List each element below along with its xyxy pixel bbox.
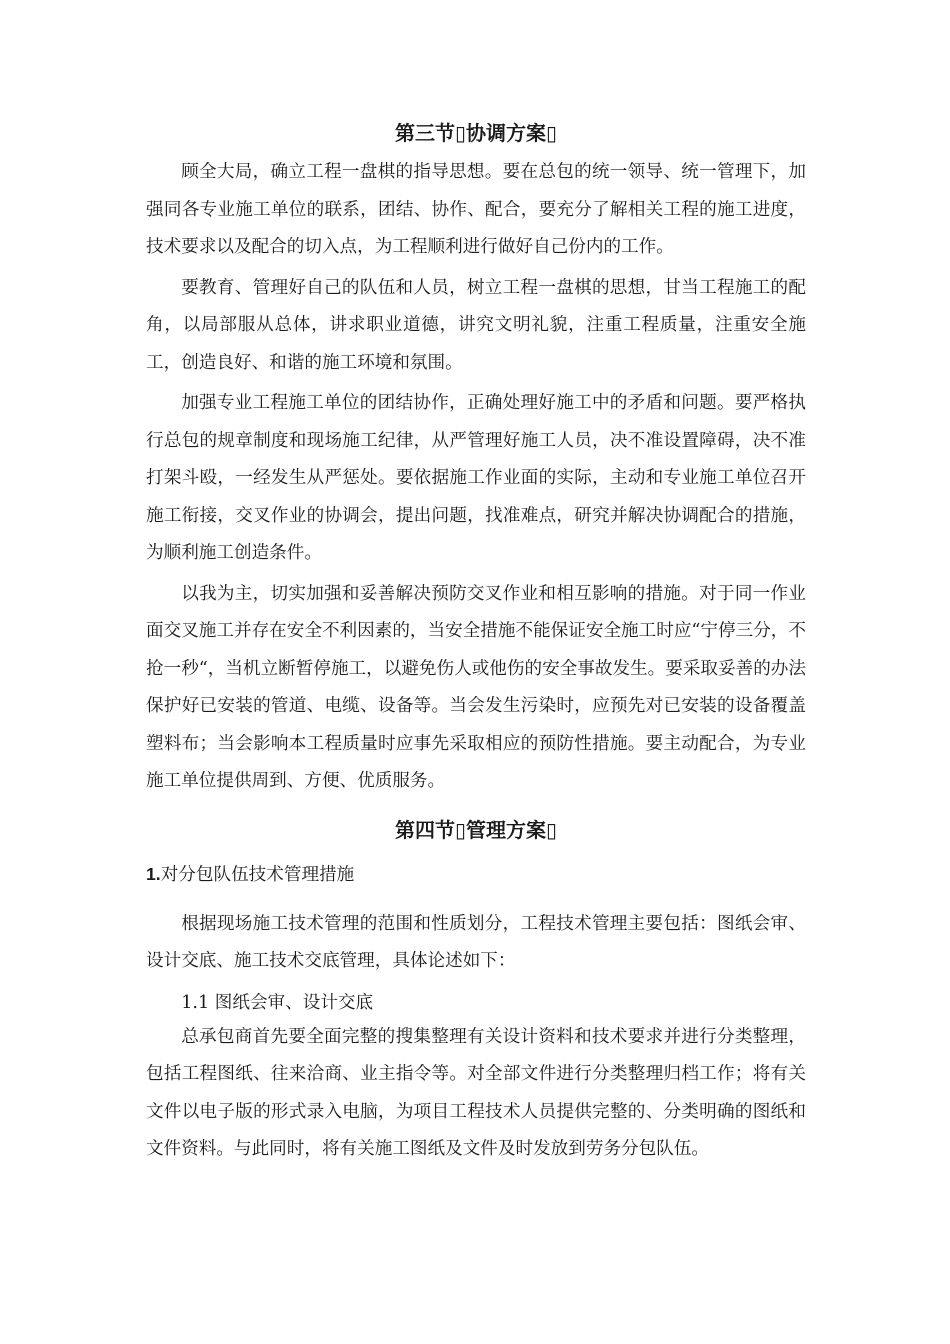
subsection-heading: [146, 859, 806, 890]
section-3-title: 第三节▯协调方案▯: [394, 121, 557, 145]
section-3-paragraph-4: 以我为主，切实加强和妥善解决预防交叉作业和相互影响的措施。对于同一作业面交叉施工并存在安全不利因素的，当安全措施不能保证安全施工时应“宁停三分，不抢一秒“，当机立断暂停施工，以避免伤人或他伤的安全事故发生。要采取妥善的办法保护好已安装的管道、电缆、设备等。当会发生污染时，应预先对已安装的设备覆盖塑料布；当会影响本工程质量时应事先采取相应的预防性措施。要主动配合，为专业施工单位提供周到、方便、优质服务。: [146, 583, 806, 791]
section-3-paragraph-2: 要教育、管理好自己的队伍和人员，树立工程一盘棋的思想，甘当工程施工的配角，以局部服从总体，讲求职业道德，讲究文明礼貌，注重工程质量，注重安全施工，创造良好、和谐的施工环境和氛围。: [146, 277, 806, 373]
subsection-title: 对分包队伍技术管理措施: [160, 864, 355, 885]
subsection-number: 1.: [146, 863, 161, 884]
section-4-title: 第四节▯管理方案▯: [394, 817, 557, 842]
subsection-1-1-heading: 1.1 图纸会审、设计交底: [181, 992, 374, 1013]
section-4-intro: 根据现场施工技术管理的范围和性质划分，工程技术管理主要包括：图纸会审、设计交底、施工技术交底管理，具体论述如下：: [146, 913, 806, 971]
section-3-paragraph-3: 加强专业工程施工单位的团结协作，正确处理好施工中的矛盾和问题。要严格执行总包的规章制度和现场施工纪律，从严管理好施工人员，决不准设置障碍，决不准打架斗殴，一经发生从严惩处。要依据施工作业面的实际，主动和专业施工单位召开施工衔接，交叉作业的协调会，提出问题，找准难点，研究并解决协调配合的措施，为顺利施工创造条件。: [146, 393, 806, 563]
subsection-1-1-body: 总承包商首先要全面完整的搜集整理有关设计资料和技术要求并进行分类整理，包括工程图纸、往来洽商、业主指令等。对全部文件进行分类整理归档工作；将有关文件以电子版的形式录入电脑，为项目工程技术人员提供完整的、分类明确的图纸和文件资料。与此同时，将有关施工图纸及文件及时发放到劳务分包队伍。: [146, 1026, 806, 1159]
section-3-paragraph-1: 顾全大局，确立工程一盘棋的指导思想。要在总包的统一领导、统一管理下，加强同各专业施工单位的联系，团结、协作、配合，要充分了解相关工程的施工进度，技术要求以及配合的切入点，为工程顺利进行做好自己份内的工作。: [146, 162, 806, 257]
document-body: [146, 118, 806, 1172]
